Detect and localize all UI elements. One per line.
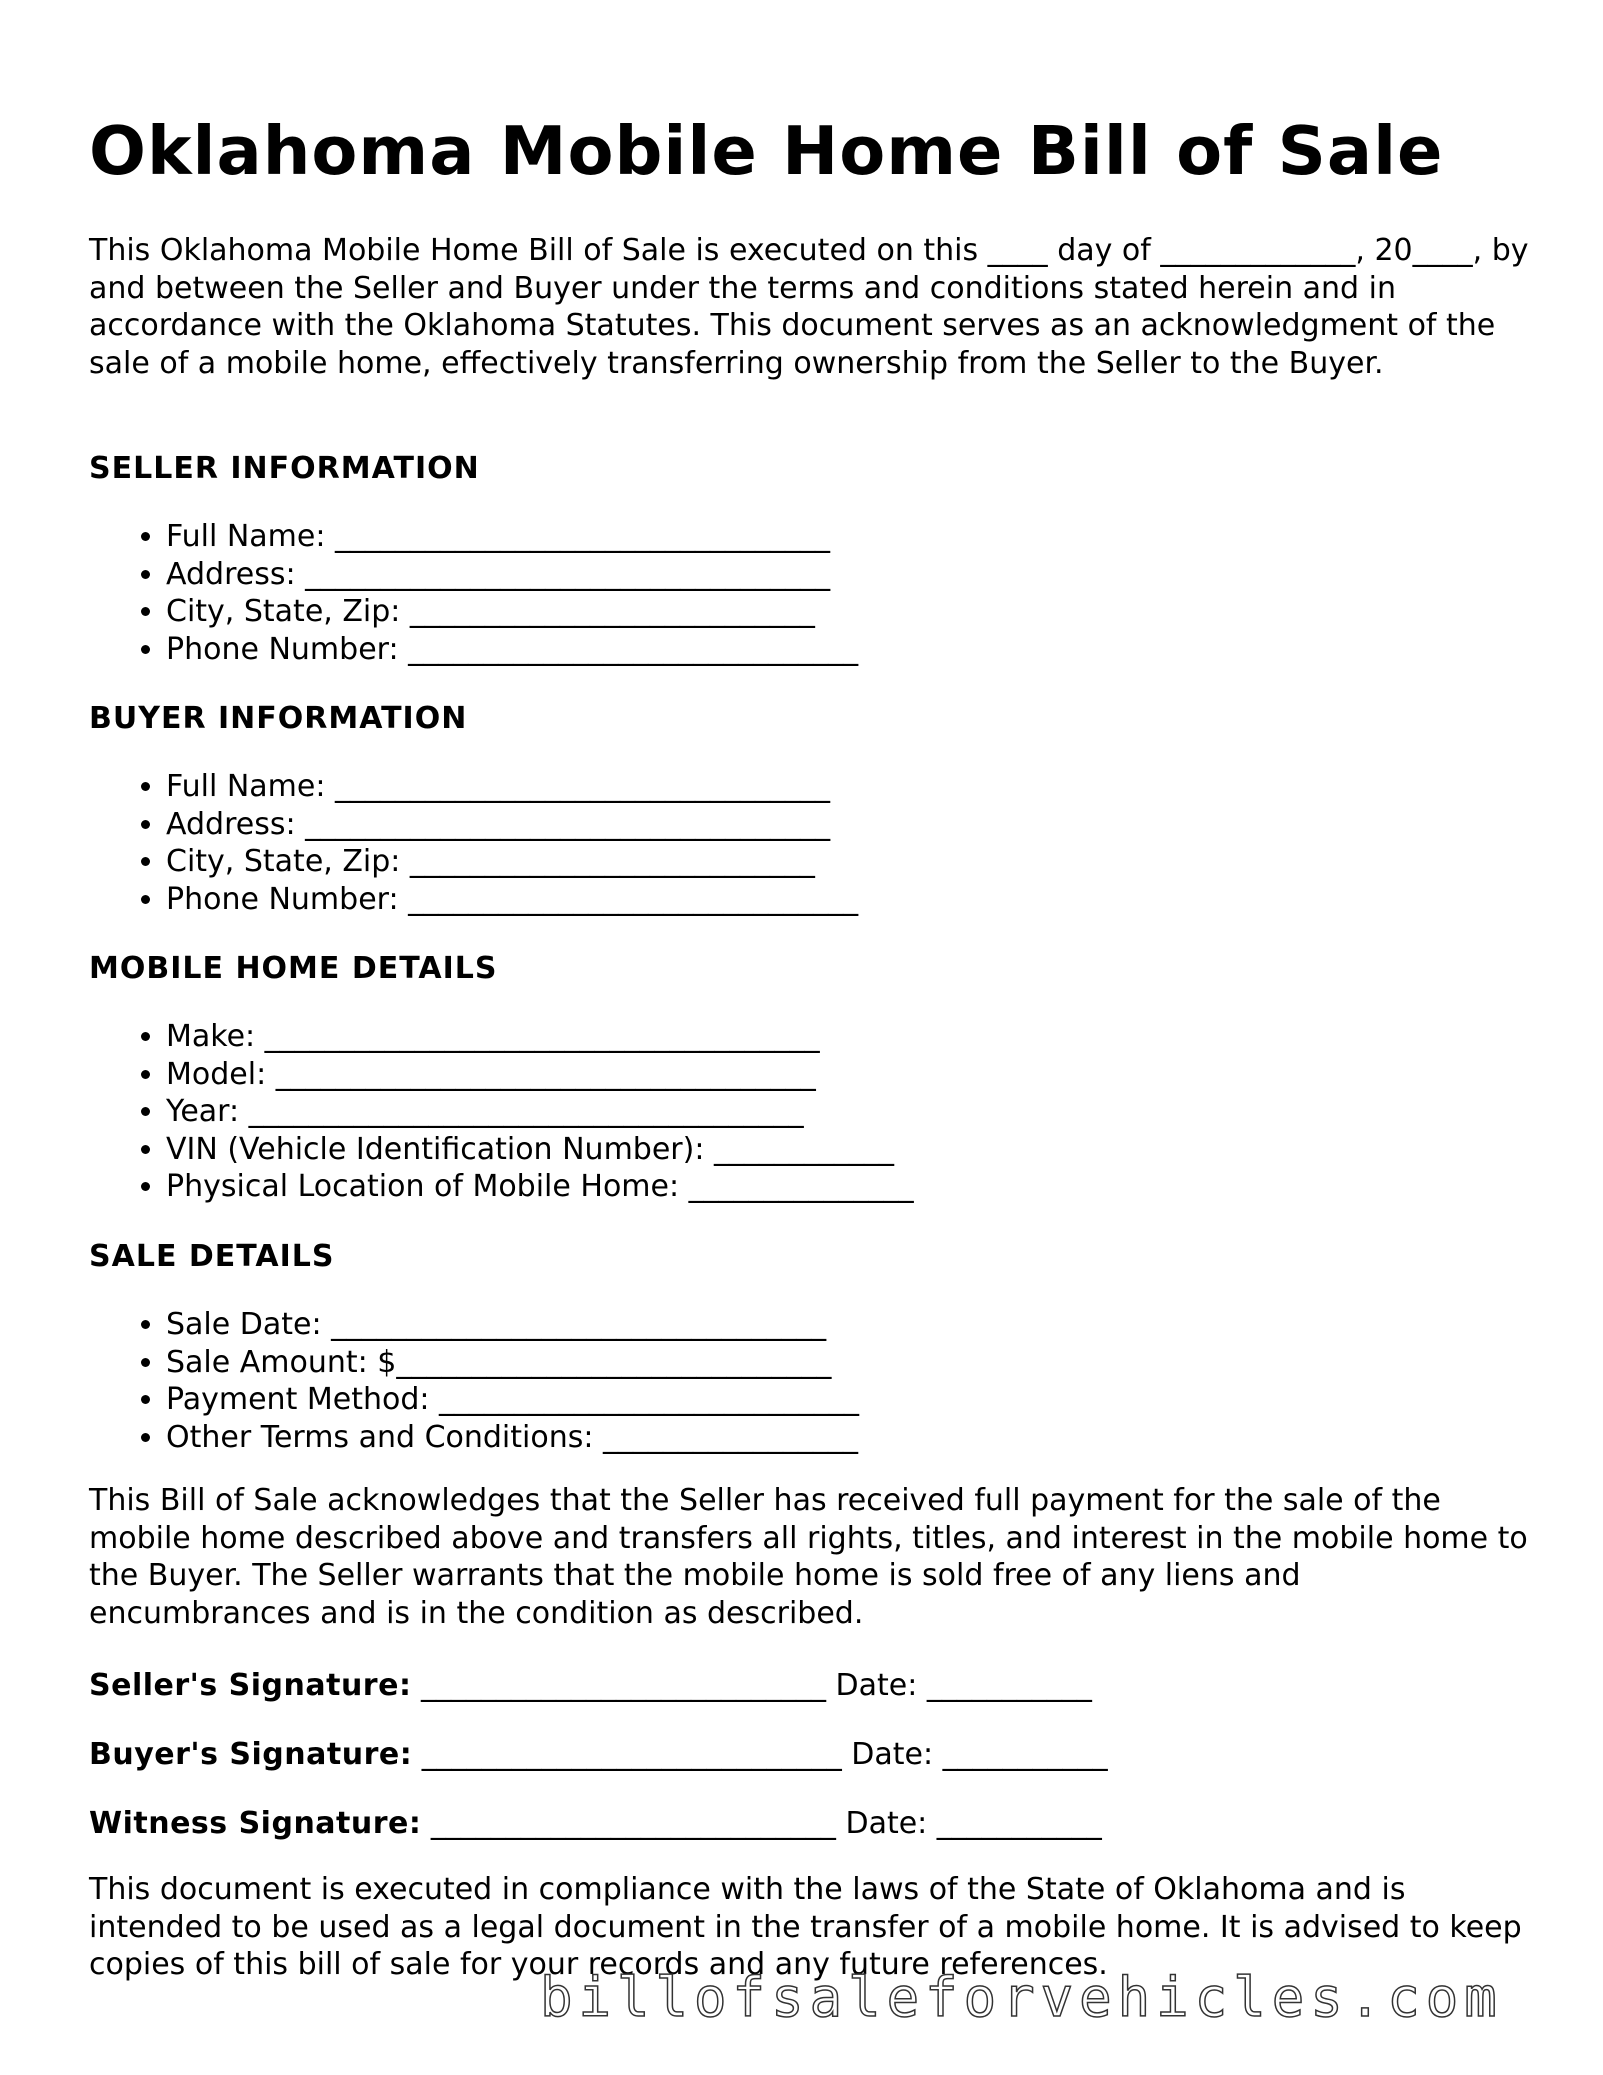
seller-city-state-zip-field[interactable]: • City, State, Zip: ___________________________ [166, 593, 858, 631]
watermark: billofsaleforvehicles.com [540, 1966, 1503, 2029]
sale-date-field[interactable]: • Sale Date: _________________________________ [166, 1306, 859, 1344]
model-field[interactable]: • Model: ____________________________________ [166, 1056, 914, 1094]
seller-address-field[interactable]: • Address: ___________________________________ [166, 556, 858, 594]
sale-amount-field[interactable]: • Sale Amount: $_____________________________ [166, 1344, 859, 1382]
seller-signature-row[interactable] [89, 1668, 1092, 1703]
final-paragraph: This document is executed in compliance with the laws of the State of Oklahoma and is intended to be used as a legal document in the transfer of a mobile home. It is advised to keep copies of this bill of sale for your records and any future references. [89, 1872, 1522, 1982]
seller-phone-field[interactable]: • Phone Number: ______________________________ [166, 631, 858, 669]
seller-full-name-field[interactable]: • Full Name: _________________________________ [166, 518, 858, 556]
witness-signature-label: Witness Signature: [89, 1806, 422, 1841]
physical-location-field[interactable]: • Physical Location of Mobile Home: _______________ [166, 1168, 914, 1206]
closing-paragraph: This Bill of Sale acknowledges that the Seller has received full payment for the sale of the mobile home described above and transfers all rights, titles, and interest in the mobile home to the Buyer. The Seller warrants that the mobile home is sold free of any liens and encumbrances and is in the condition as described. [89, 1483, 1528, 1631]
seller-signature-line[interactable]: ___________________________ Date: ___________ [411, 1668, 1092, 1703]
sale-heading: SALE DETAILS [89, 1239, 335, 1274]
seller-fields [89, 518, 858, 668]
buyer-phone-field[interactable]: • Phone Number: ______________________________ [166, 881, 858, 919]
seller-signature-label: Seller's Signature: [89, 1668, 412, 1703]
mobile-home-heading: MOBILE HOME DETAILS [89, 951, 498, 986]
buyer-address-field[interactable]: • Address: ___________________________________ [166, 806, 858, 844]
intro-paragraph: This Oklahoma Mobile Home Bill of Sale is executed on this ____ day of _____________, 20____, by and between the Seller and Buyer under the terms and conditions stated herein and in accordance with the Oklahoma Statutes. This document serves as an acknowledgment of the sale of a mobile home, effectively transferring ownership from the Seller to the Buyer. [89, 233, 1529, 381]
buyer-signature-row[interactable] [89, 1737, 1108, 1772]
buyer-signature-line[interactable]: ____________________________ Date: ___________ [412, 1737, 1108, 1772]
document-title: Oklahoma Mobile Home Bill of Sale [89, 112, 1444, 190]
vin-field[interactable]: • VIN (Vehicle Identification Number): ____________ [166, 1131, 914, 1169]
payment-method-field[interactable]: • Payment Method: ____________________________ [166, 1381, 859, 1419]
other-terms-field[interactable]: • Other Terms and Conditions: _________________ [166, 1419, 859, 1457]
buyer-city-state-zip-field[interactable]: • City, State, Zip: ___________________________ [166, 843, 858, 881]
year-field[interactable]: • Year: _____________________________________ [166, 1093, 914, 1131]
buyer-heading: BUYER INFORMATION [89, 701, 468, 736]
seller-heading: SELLER INFORMATION [89, 451, 480, 486]
witness-signature-line[interactable]: ___________________________ Date: ___________ [421, 1806, 1102, 1841]
mobile-home-fields [89, 1018, 914, 1206]
buyer-full-name-field[interactable]: • Full Name: _________________________________ [166, 768, 858, 806]
buyer-fields [89, 768, 858, 918]
make-field[interactable]: • Make: _____________________________________ [166, 1018, 914, 1056]
buyer-signature-label: Buyer's Signature: [89, 1737, 413, 1772]
sale-fields [89, 1306, 859, 1456]
witness-signature-row[interactable] [89, 1806, 1102, 1841]
